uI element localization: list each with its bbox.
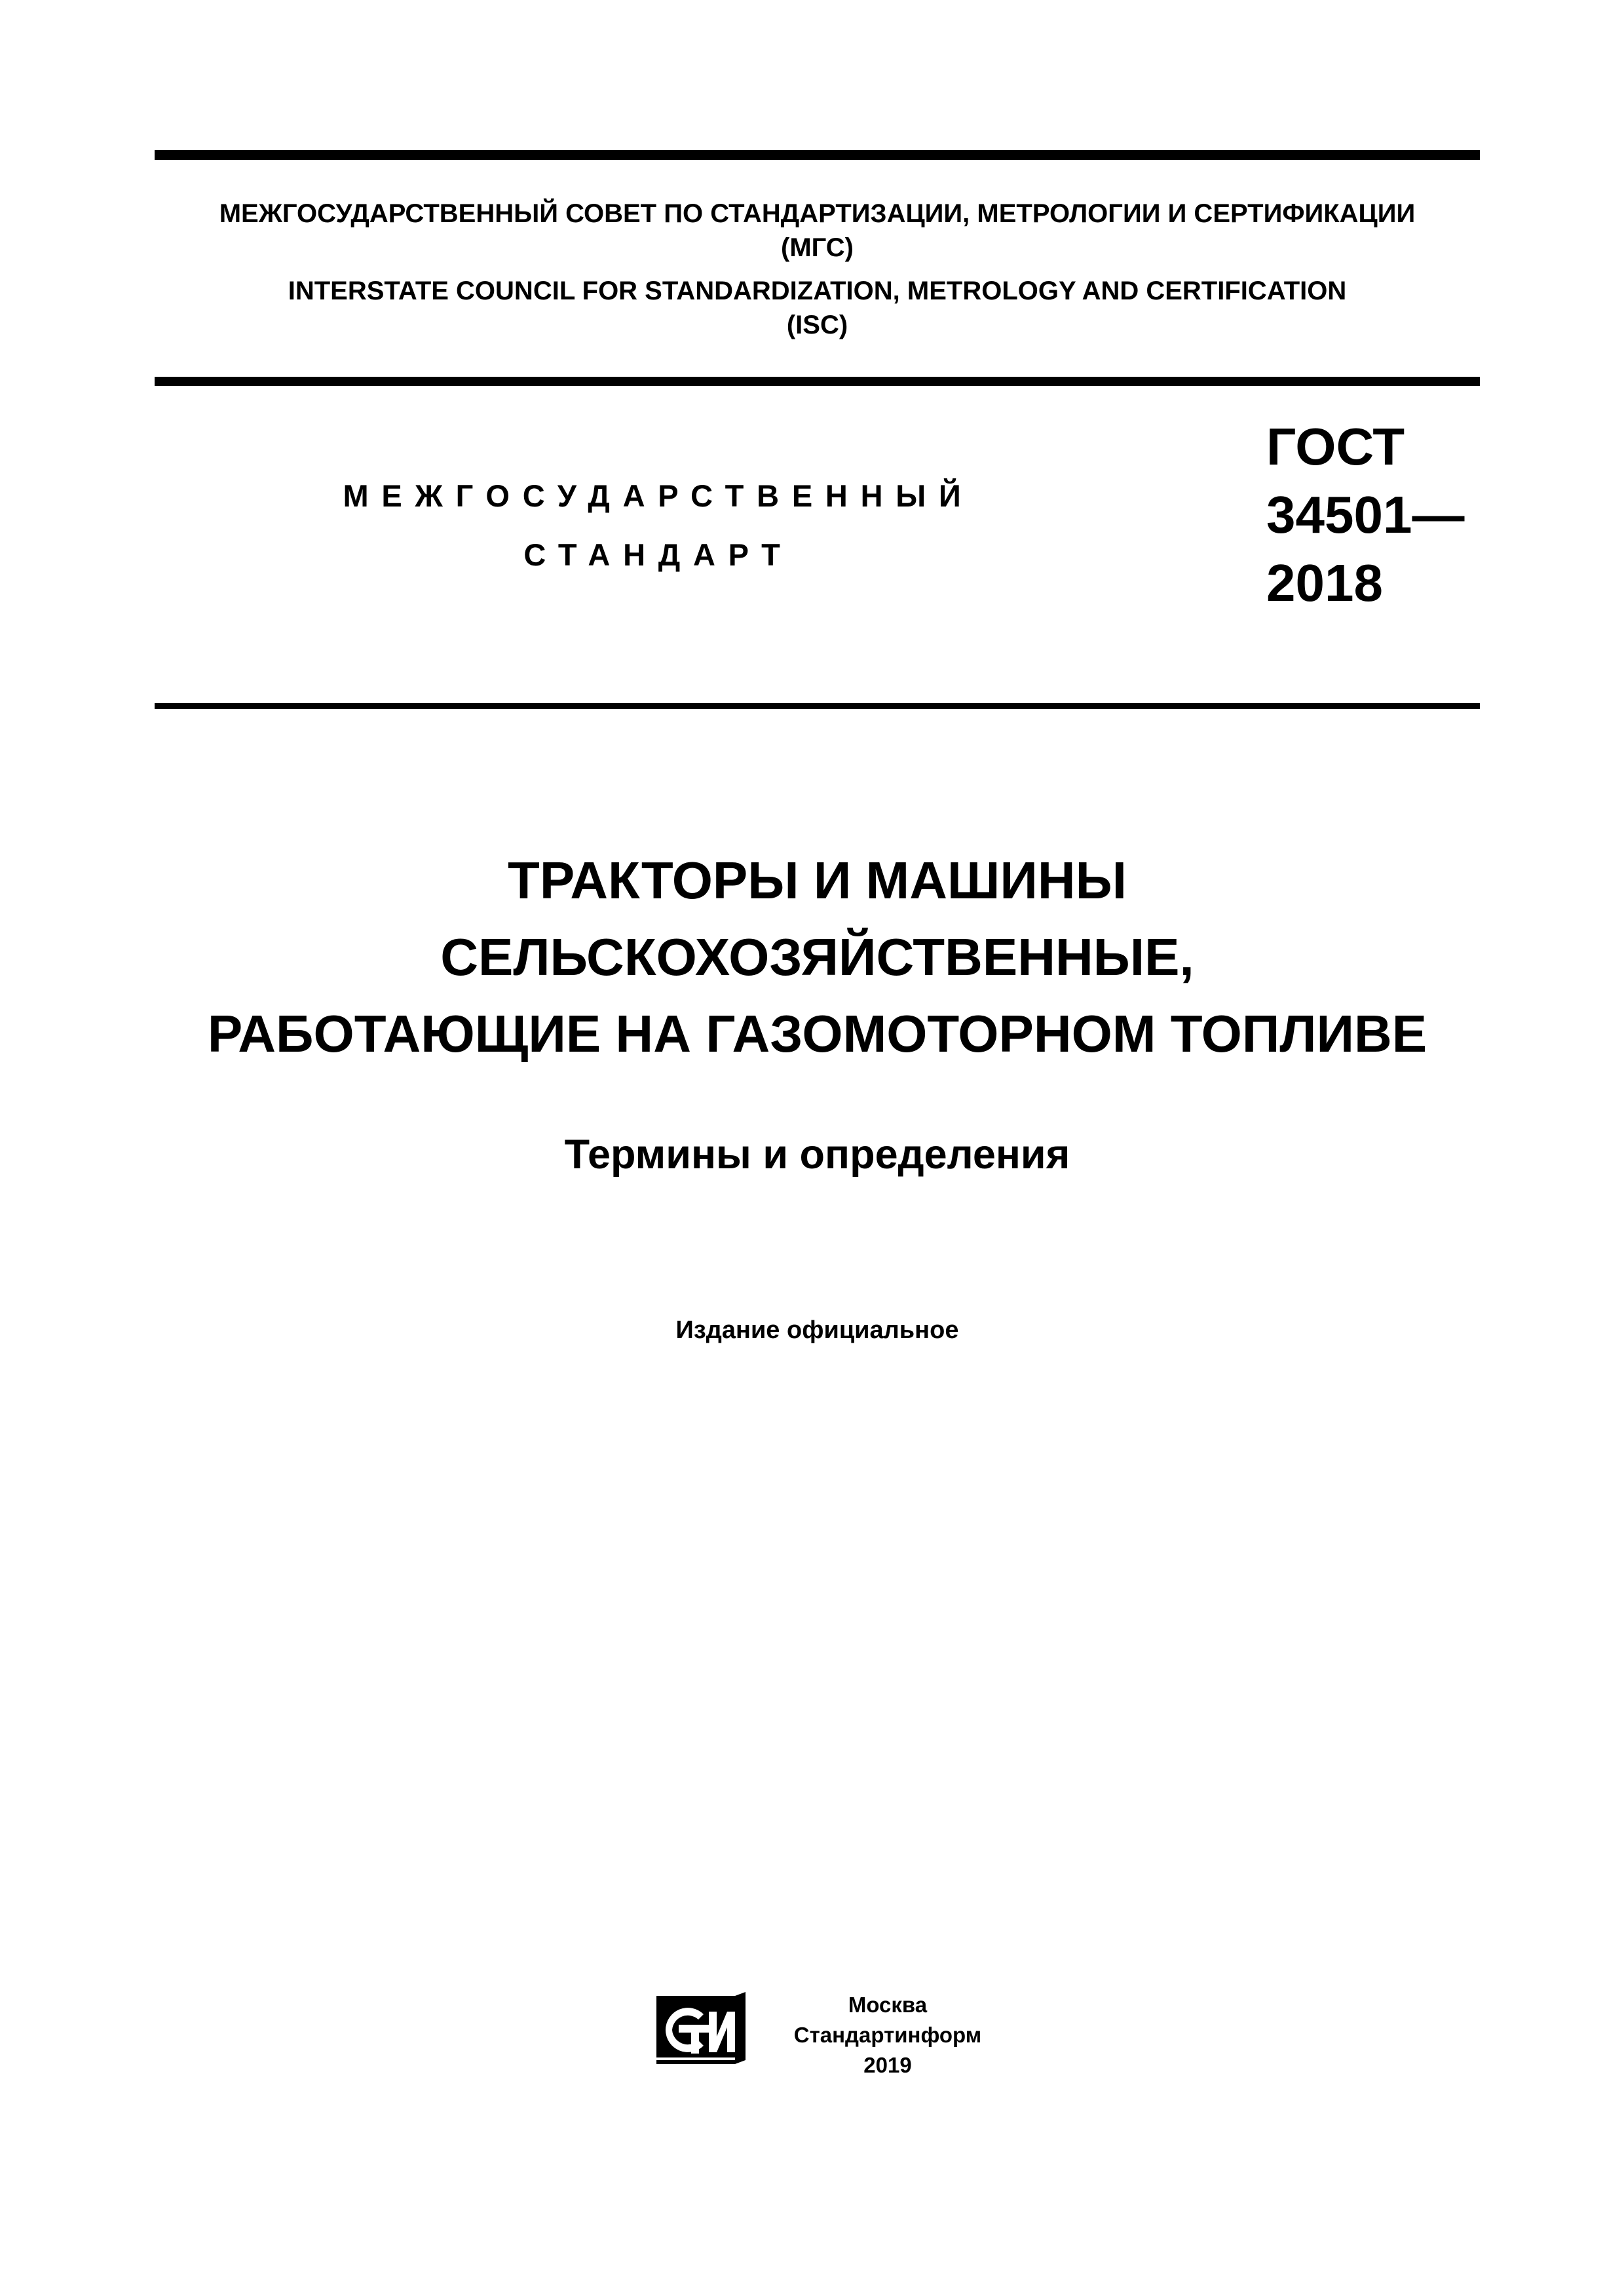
- middle-rule: [155, 377, 1480, 386]
- council-name-en: [155, 274, 1480, 342]
- council-en-line-2: (ISC): [786, 311, 848, 339]
- publisher-city: Москва: [848, 1993, 928, 2017]
- document-subtitle: Термины и определения: [564, 1132, 1070, 1177]
- title-line-3: РАБОТАЮЩИЕ НА ГАЗОМОТОРНОМ ТОПЛИВЕ: [207, 1004, 1427, 1063]
- standard-kind-line-1: МЕЖГОСУДАРСТВЕННЫЙ: [343, 478, 974, 513]
- council-name-ru: [155, 197, 1480, 265]
- gost-year: 2018: [1266, 554, 1383, 612]
- council-en-line-1: INTERSTATE COUNCIL FOR STANDARDIZATION, METROLOGY AND CERTIFICATION: [288, 277, 1347, 305]
- gost-number: 34501—: [1266, 486, 1465, 544]
- edition-note: Издание официальное: [675, 1316, 959, 1344]
- lower-rule: [155, 703, 1480, 709]
- gost-label: ГОСТ: [1266, 417, 1405, 476]
- top-rule: [155, 150, 1480, 160]
- standard-kind: [314, 467, 1002, 584]
- council-ru-line-2: (МГС): [781, 233, 854, 262]
- standard-kind-line-2: СТАНДАРТ: [523, 537, 793, 572]
- title-line-1: ТРАКТОРЫ И МАШИНЫ: [508, 851, 1127, 909]
- gost-designation: [1266, 413, 1482, 617]
- council-ru-line-1: МЕЖГОСУДАРСТВЕННЫЙ СОВЕТ ПО СТАНДАРТИЗАЦИИ, МЕТРОЛОГИИ И СЕРТИФИКАЦИИ: [219, 199, 1416, 228]
- publication-year: 2019: [863, 2053, 912, 2077]
- publisher-imprint: [766, 1990, 1009, 2080]
- document-title: [155, 842, 1480, 1072]
- title-line-2: СЕЛЬСКОХОЗЯЙСТВЕННЫЕ,: [440, 928, 1194, 986]
- publisher-logo-icon: [652, 1992, 749, 2069]
- publisher-name: Стандартинформ: [793, 2023, 982, 2047]
